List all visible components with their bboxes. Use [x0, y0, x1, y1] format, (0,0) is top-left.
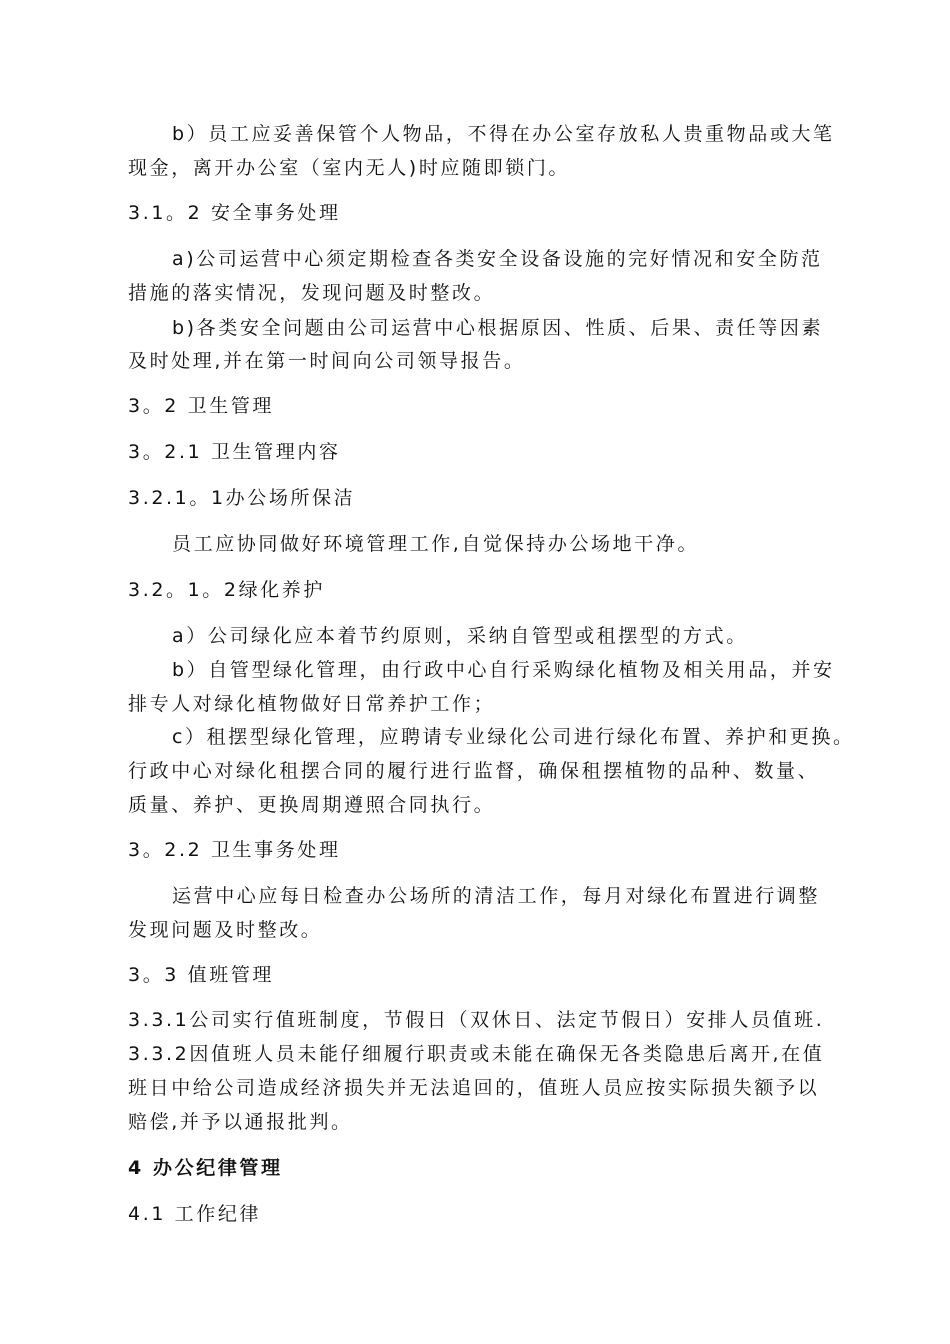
paragraph-line: 班日中给公司造成经济损失并无法追回的，值班人员应按实际损失额予以 [128, 1077, 820, 1099]
paragraph-line: 员工应协同做好环境管理工作,自觉保持办公场地干净。 [172, 533, 700, 555]
paragraph-line: 排专人对绿化植物做好日常养护工作； [128, 693, 496, 715]
paragraph-line: b）自管型绿化管理，由行政中心自行采购绿化植物及相关用品，并安 [172, 659, 835, 681]
paragraph-line: b)各类安全问题由公司运营中心根据原因、性质、后果、责任等因素 [172, 317, 824, 339]
section-heading: 3。2.1 卫生管理内容 [128, 441, 341, 463]
section-heading: 4.1 工作纪律 [128, 1203, 262, 1225]
paragraph-line: b）员工应妥善保管个人物品，不得在办公室存放私人贵重物品或大笔 [172, 123, 835, 145]
section-heading: 3。3 值班管理 [128, 964, 275, 986]
paragraph-line: 3.3.2因值班人员未能仔细履行职责或未能在确保无各类隐患后离开,在值 [128, 1043, 825, 1065]
section-heading: 3。2 卫生管理 [128, 395, 275, 417]
section-heading: 3.1。2 安全事务处理 [128, 202, 341, 224]
paragraph-line: 现金，离开办公室（室内无人)时应随即锁门。 [128, 157, 571, 179]
paragraph-line: 3.3.1公司实行值班制度，节假日（双休日、法定节假日）安排人员值班. [128, 1009, 825, 1031]
paragraph-line: 行政中心对绿化租摆合同的履行进行监督，确保租摆植物的品种、数量、 [128, 760, 820, 782]
paragraph-line: 措施的落实情况，发现问题及时整改。 [128, 282, 496, 304]
paragraph-line: c）租摆型绿化管理，应聘请专业绿化公司进行绿化布置、养护和更换。 [172, 726, 855, 748]
paragraph-line: 赔偿,并予以通报批判。 [128, 1111, 353, 1133]
paragraph-line: 及时处理,并在第一时间向公司领导报告。 [128, 350, 526, 372]
chapter-heading: 4 办公纪律管理 [128, 1157, 283, 1179]
section-heading: 3.2。1。2绿化养护 [128, 579, 325, 601]
paragraph-line: 发现问题及时整改。 [128, 919, 323, 941]
paragraph-line: 质量、养护、更换周期遵照合同执行。 [128, 794, 496, 816]
paragraph-line: 运营中心应每日检查办公场所的清洁工作，每月对绿化布置进行调整 [172, 885, 821, 907]
section-heading: 3。2.2 卫生事务处理 [128, 839, 341, 861]
paragraph-line: a）公司绿化应本着节约原则，采纳自管型或租摆型的方式。 [172, 625, 748, 647]
section-heading: 3.2.1。1办公场所保洁 [128, 487, 356, 509]
paragraph-line: a)公司运营中心须定期检查各类安全设备设施的完好情况和安全防范 [172, 248, 823, 270]
